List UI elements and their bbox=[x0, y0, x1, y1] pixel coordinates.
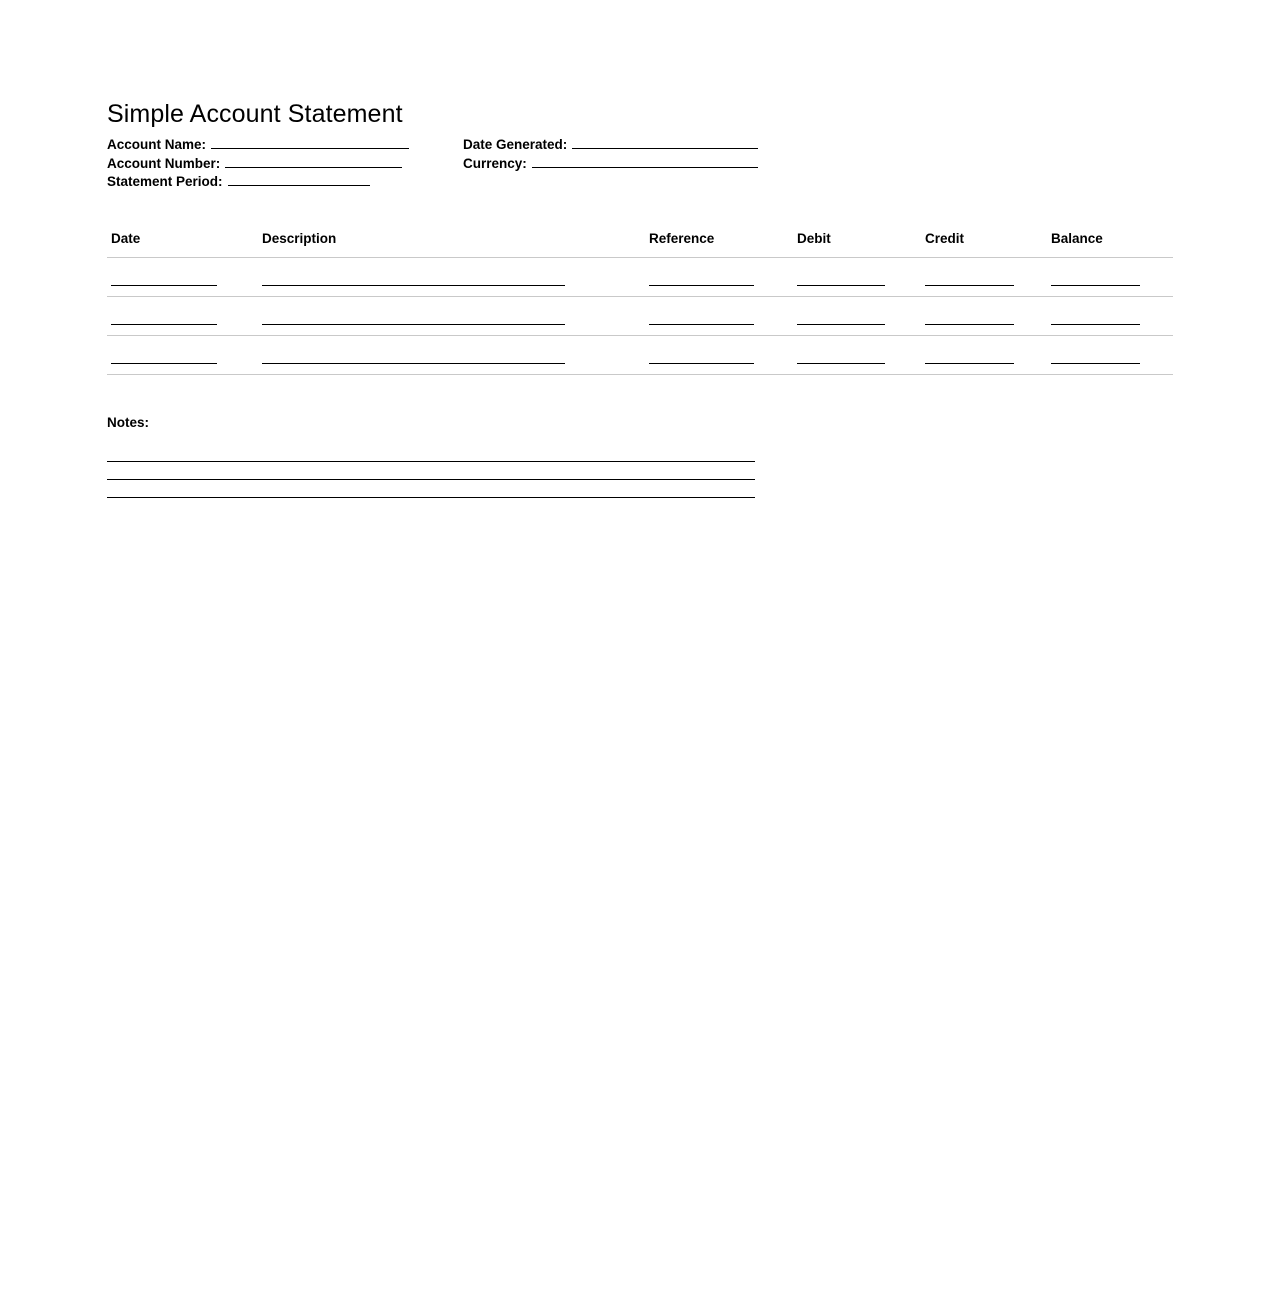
column-header-date: Date bbox=[107, 231, 258, 258]
field-date-generated-label: Date Generated: bbox=[463, 137, 568, 152]
cell-reference[interactable] bbox=[645, 336, 793, 375]
field-account-number-label: Account Number: bbox=[107, 155, 221, 171]
cell-balance-input[interactable] bbox=[1051, 285, 1140, 286]
cell-debit-input[interactable] bbox=[797, 363, 885, 364]
column-header-credit: Credit bbox=[921, 231, 1047, 258]
cell-balance[interactable] bbox=[1047, 336, 1173, 375]
cell-credit-input[interactable] bbox=[925, 363, 1014, 364]
cell-date-input[interactable] bbox=[111, 324, 217, 325]
field-date-generated bbox=[463, 136, 758, 155]
cell-reference-input[interactable] bbox=[649, 285, 754, 286]
table-header-row bbox=[107, 231, 1173, 258]
cell-debit[interactable] bbox=[793, 258, 921, 297]
cell-reference[interactable] bbox=[645, 258, 793, 297]
field-account-name-input[interactable] bbox=[211, 137, 409, 149]
cell-debit-input[interactable] bbox=[797, 285, 885, 286]
cell-date[interactable] bbox=[107, 297, 258, 336]
table-row bbox=[107, 297, 1173, 336]
transactions-table bbox=[107, 231, 1173, 375]
cell-date[interactable] bbox=[107, 258, 258, 297]
meta-column-left bbox=[107, 136, 409, 192]
field-currency-label: Currency: bbox=[463, 155, 527, 171]
cell-balance-input[interactable] bbox=[1051, 363, 1140, 364]
cell-reference-input[interactable] bbox=[649, 363, 754, 364]
column-header-description: Description bbox=[258, 231, 645, 258]
field-account-name bbox=[107, 136, 409, 155]
cell-description[interactable] bbox=[258, 336, 645, 375]
cell-description-input[interactable] bbox=[262, 324, 565, 325]
cell-credit-input[interactable] bbox=[925, 285, 1014, 286]
notes-line[interactable] bbox=[107, 444, 755, 462]
cell-description[interactable] bbox=[258, 297, 645, 336]
cell-date-input[interactable] bbox=[111, 363, 217, 364]
cell-balance[interactable] bbox=[1047, 297, 1173, 336]
field-statement-period-label: Statement Period: bbox=[107, 174, 223, 189]
field-account-number bbox=[107, 155, 409, 174]
cell-debit[interactable] bbox=[793, 336, 921, 375]
field-statement-period bbox=[107, 173, 409, 192]
cell-credit[interactable] bbox=[921, 258, 1047, 297]
cell-credit-input[interactable] bbox=[925, 324, 1014, 325]
cell-description-input[interactable] bbox=[262, 285, 565, 286]
field-statement-period-input[interactable] bbox=[228, 174, 370, 186]
cell-description[interactable] bbox=[258, 258, 645, 297]
column-header-reference: Reference bbox=[645, 231, 793, 258]
table-row bbox=[107, 336, 1173, 375]
field-currency-input[interactable] bbox=[532, 156, 758, 168]
column-header-debit: Debit bbox=[793, 231, 921, 258]
field-account-number-input[interactable] bbox=[225, 156, 402, 168]
cell-date[interactable] bbox=[107, 336, 258, 375]
cell-reference[interactable] bbox=[645, 297, 793, 336]
cell-balance[interactable] bbox=[1047, 258, 1173, 297]
notes-section bbox=[107, 414, 755, 498]
cell-credit[interactable] bbox=[921, 297, 1047, 336]
field-account-name-label: Account Name: bbox=[107, 137, 207, 152]
cell-debit-input[interactable] bbox=[797, 324, 885, 325]
cell-reference-input[interactable] bbox=[649, 324, 754, 325]
notes-title: Notes: bbox=[107, 415, 150, 430]
field-currency bbox=[463, 155, 758, 174]
notes-line[interactable] bbox=[107, 462, 755, 480]
cell-credit[interactable] bbox=[921, 336, 1047, 375]
cell-debit[interactable] bbox=[793, 297, 921, 336]
cell-date-input[interactable] bbox=[111, 285, 217, 286]
notes-line[interactable] bbox=[107, 480, 755, 498]
cell-balance-input[interactable] bbox=[1051, 324, 1140, 325]
column-header-balance: Balance bbox=[1047, 231, 1173, 258]
meta-column-right bbox=[463, 136, 758, 173]
page-title: Simple Account Statement bbox=[107, 99, 403, 128]
cell-description-input[interactable] bbox=[262, 363, 565, 364]
field-date-generated-input[interactable] bbox=[572, 137, 758, 149]
table-row bbox=[107, 258, 1173, 297]
